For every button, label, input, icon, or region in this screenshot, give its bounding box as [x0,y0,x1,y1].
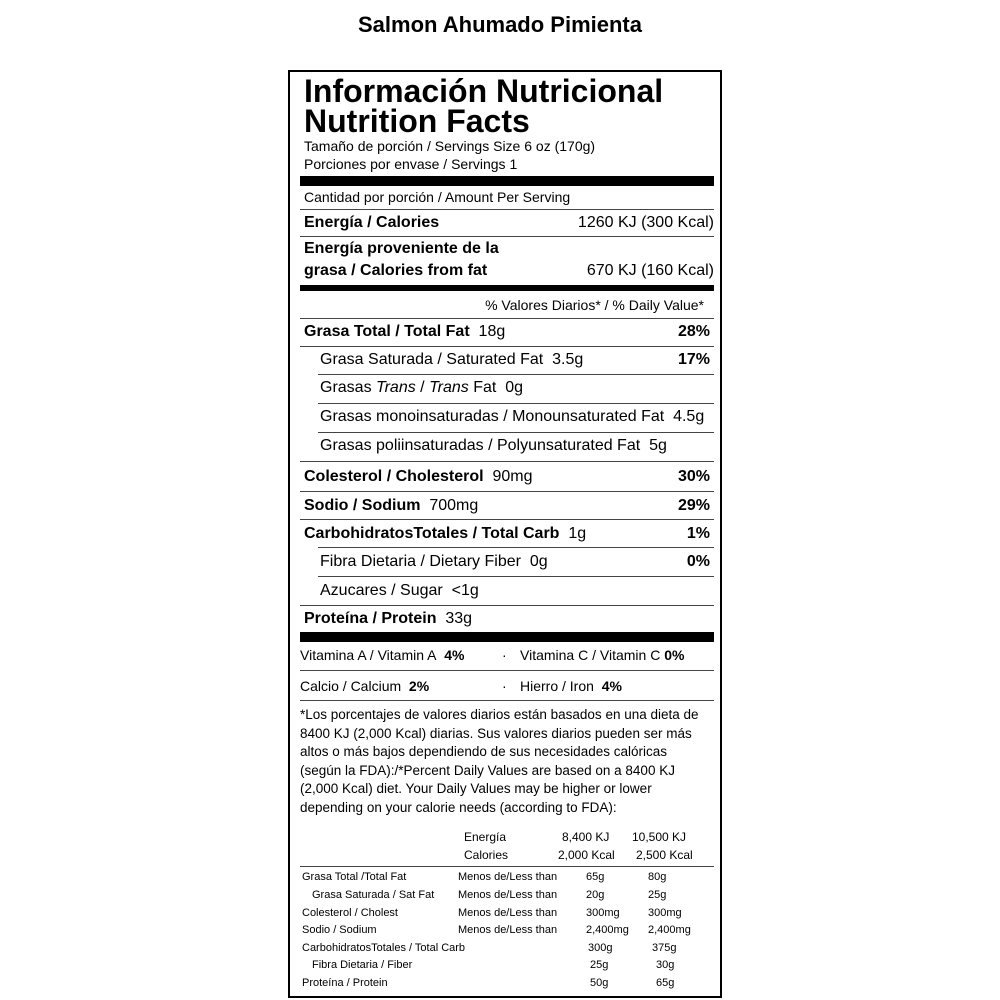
nutrient-row-total-fat [304,323,505,341]
ref-row-label: Sodio / Sodium [302,924,377,936]
nutrient-row-sugar [320,582,479,600]
fiber-dv: 0% [686,553,710,570]
daily-value-header: % Valores Diarios* / % Daily Value* [485,297,704,313]
ref-row-label: CarbohidratosTotales / Total Carb [302,942,466,954]
calcium-label: Calcio / Calcium [300,678,402,694]
divider [300,318,714,319]
nutrient-row-sodium [304,497,478,515]
calories-fat-value: 670 KJ (160 Kcal) [586,262,714,279]
iron-value: 4% [601,678,622,694]
divider [318,403,714,404]
divider [300,236,714,237]
sodium-dv: 29% [677,497,710,514]
iron-label: Hierro / Iron [520,678,594,694]
ref-row-condition: Menos de/Less than [458,924,558,936]
calories-value: 1260 KJ (300 Kcal) [577,214,714,231]
protein-amount: 33g [445,610,473,627]
product-title: Salmon Ahumado Pimienta [357,12,642,37]
nutrient-row-cholesterol [304,468,533,486]
iron [520,678,622,694]
divider [318,547,714,548]
amount-per-serving: Cantidad por porción / Amount Per Serving [304,189,571,205]
divider [300,461,714,462]
ref-row-value-2000: 50g [590,977,609,989]
poly-fat-label: Grasas poliinsaturadas / Polyunsaturated Fat [320,437,641,454]
ref-row-value-2500: 2,400mg [648,924,691,936]
carb-dv: 1% [686,525,710,542]
ref-row-value-2000: 2,400mg [586,924,629,936]
title-spanish: Información Nutricional [304,73,664,109]
thick-divider [300,176,714,186]
calcium-value: 2% [408,678,430,694]
title-english: Nutrition Facts [304,103,530,139]
vitamin-c [520,647,684,663]
ref-calories-label: Calories [464,848,509,862]
ref-row-label: Grasa Saturada / Sat Fat [312,889,435,901]
mineral-dot: · [502,678,507,694]
divider [300,700,714,701]
divider [318,432,714,433]
total-fat-amount: 18g [478,323,506,340]
vitamin-a-label: Vitamina A / Vitamin A [300,647,437,663]
nutrient-row-trans-fat [320,379,523,397]
nutrient-row-total-carb [304,525,586,543]
divider [300,491,714,492]
trans-fat-label-pre: Grasas [320,379,377,396]
ref-energy-2500: 10,500 KJ [632,830,687,844]
divider [300,209,714,210]
ref-row-condition: Menos de/Less than [458,871,558,883]
ref-row-condition: Menos de/Less than [458,907,558,919]
ref-row-value-2000: 300g [588,942,613,954]
ref-row-label: Grasa Total /Total Fat [302,871,407,883]
vitamin-c-value: 0% [664,647,685,663]
trans-fat-label-italic-en: Trans [429,379,469,396]
ref-row-value-2500: 80g [648,871,667,883]
ref-calories-2000: 2,000 Kcal [558,848,615,862]
divider [318,374,714,375]
divider [300,346,714,347]
thick-divider [300,632,714,642]
sugar-label: Azucares / Sugar [320,582,443,599]
protein-label: Proteína / Protein [304,610,437,627]
ref-row-value-2500: 375g [652,942,677,954]
ref-row-condition: Menos de/Less than [458,889,558,901]
mono-fat-amount: 4.5g [673,408,705,425]
saturated-fat-amount: 3.5g [552,351,584,368]
calories-label: Energía / Calories [304,214,440,231]
sugar-amount: <1g [451,582,479,599]
ref-energy-2000: 8,400 KJ [562,830,610,844]
divider [300,866,714,867]
vitamin-dot: · [502,647,507,663]
poly-fat-amount: 5g [649,437,667,454]
ref-row-value-2000: 25g [590,959,609,971]
thick-divider [300,285,714,291]
calcium [300,678,429,694]
ref-row-value-2000: 65g [586,871,605,883]
nutrition-facts-panel [288,70,722,998]
divider [300,519,714,520]
calories-fat-label-line1: Energía proveniente de la [304,240,499,257]
trans-fat-label-italic-es: Trans [376,379,416,396]
vitamin-a [300,647,464,663]
ref-calories-2500: 2,500 Kcal [636,848,693,862]
nutrient-row-protein [304,610,472,628]
total-fat-label: Grasa Total / Total Fat [304,323,470,340]
cholesterol-amount: 90mg [492,468,533,485]
trans-fat-label-sep: / [415,379,430,396]
carb-label: CarbohidratosTotales / Total Carb [304,525,560,542]
sodium-label: Sodio / Sodium [304,497,421,514]
nutrient-row-fiber [320,553,548,571]
nutrient-row-saturated-fat [320,351,583,369]
ref-row-value-2500: 30g [656,959,675,971]
divider [318,576,714,577]
divider [300,670,714,671]
total-fat-dv: 28% [677,323,710,340]
ref-row-label: Fibra Dietaria / Fiber [312,959,413,971]
carb-amount: 1g [568,525,587,542]
nutrient-row-polyunsaturated-fat [320,437,667,455]
fiber-label: Fibra Dietaria / Dietary Fiber [320,553,521,570]
daily-value-footnote: *Los porcentajes de valores diarios están basados en una dieta de 8400 KJ (2,000 Kcal) diarias. Sus valores diarios pueden ser más altos o más bajos dependiendo de sus necesidades calóricas (según la FDA):/*Percent Daily Values are based on a 8400 KJ (2,000 Kcal) diet. Your Daily Values may be higher or lower depending on your calorie needs (according to FDA): [300,707,699,815]
mono-fat-label: Grasas monoinsaturadas / Monounsaturated Fat [320,408,665,425]
servings-per-container: Porciones por envase / Servings 1 [304,156,518,172]
calories-fat-label-line2: grasa / Calories from fat [304,262,488,279]
ref-row-value-2500: 300mg [648,907,682,919]
serving-size: Tamaño de porción / Servings Size 6 oz (170g) [304,138,596,154]
saturated-fat-dv: 17% [677,351,710,368]
ref-row-label: Colesterol / Cholest [302,907,398,919]
ref-row-value-2000: 20g [586,889,605,901]
ref-energy-label: Energía [464,830,507,844]
sodium-amount: 700mg [429,497,479,514]
trans-fat-amount: 0g [505,379,524,396]
divider [300,605,714,606]
vitamin-a-value: 4% [444,647,465,663]
ref-row-value-2000: 300mg [586,907,620,919]
ref-row-label: Proteína / Protein [302,977,388,989]
saturated-fat-label: Grasa Saturada / Saturated Fat [320,351,544,368]
vitamin-c-label: Vitamina C / Vitamin C [520,647,661,663]
cholesterol-label: Colesterol / Cholesterol [304,468,484,485]
ref-row-value-2500: 65g [656,977,675,989]
cholesterol-dv: 30% [677,468,710,485]
trans-fat-label-post: Fat [468,379,497,396]
nutrient-row-monounsaturated-fat [320,408,704,426]
ref-row-value-2500: 25g [648,889,667,901]
fiber-amount: 0g [529,553,548,570]
